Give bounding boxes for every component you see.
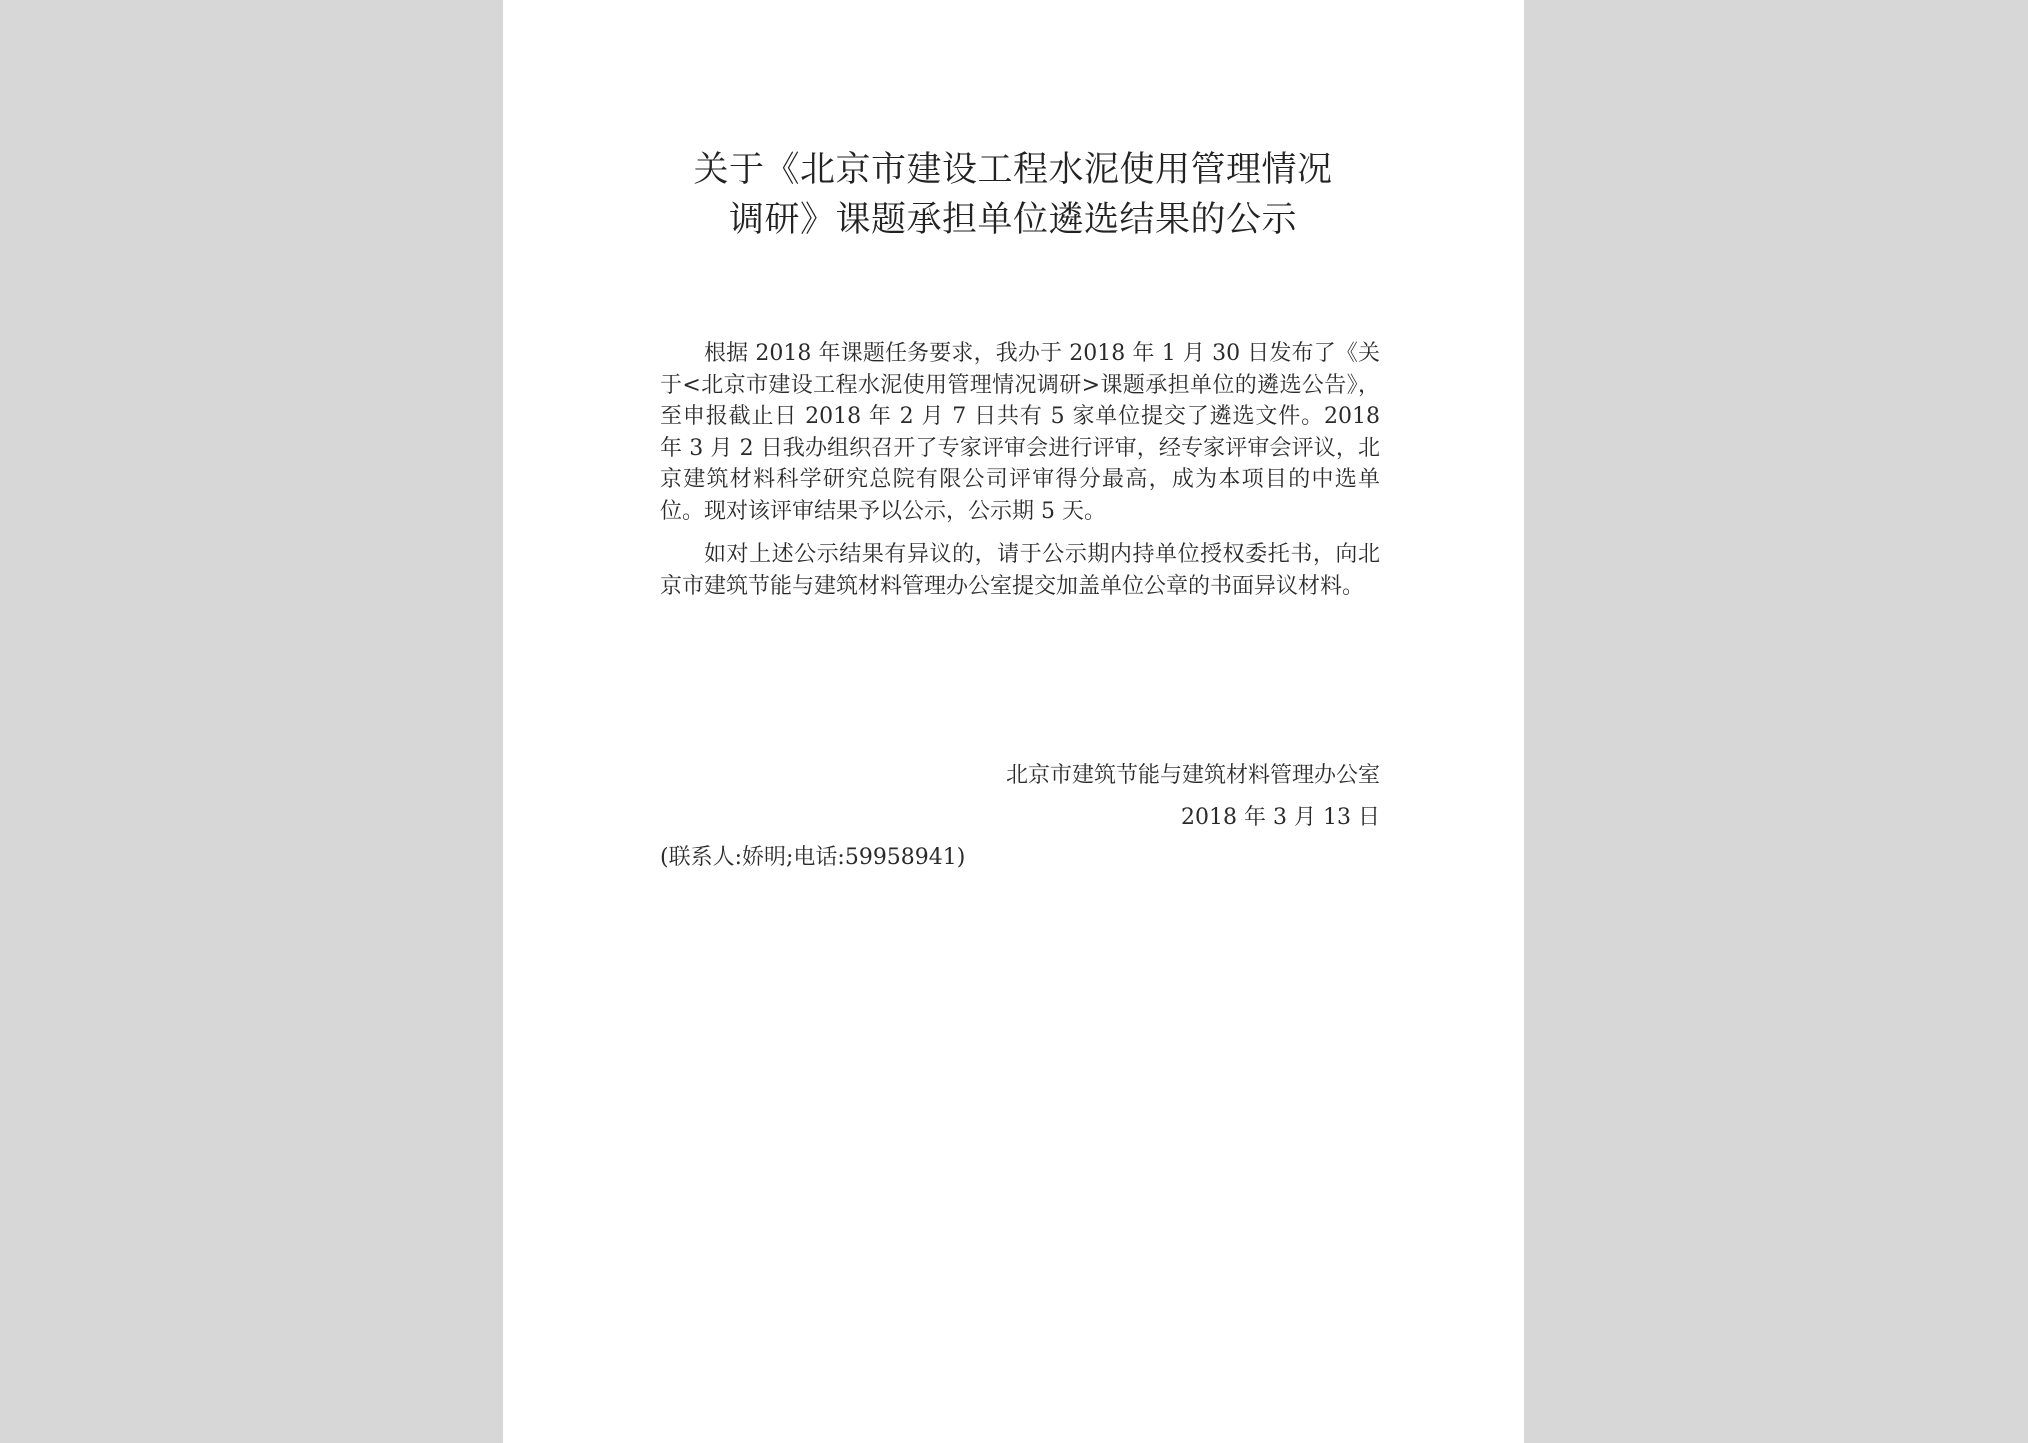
contact-info: (联系人:娇明;电话:59958941): [660, 845, 966, 870]
document-body: [660, 338, 1380, 614]
signature-date: 2018 年 3 月 13 日: [1181, 805, 1380, 830]
paragraph-objection: 如对上述公示结果有异议的，请于公示期内持单位授权委托书，向北京市建筑节能与建筑材料管理办公室提交加盖单位公章的书面异议材料。: [660, 542, 1380, 599]
document-title: [633, 145, 1393, 245]
title-line-1: 关于《北京市建设工程水泥使用管理情况: [693, 150, 1333, 190]
paragraph-main: 根据 2018 年课题任务要求，我办于 2018 年 1 月 30 日发布了《关于<北京市建设工程水泥使用管理情况调研>课题承担单位的遴选公告》，至申报截止日 2018 年 2 月 7 日共有 5 家单位提交了遴选文件。2018 年 3 月 2 日我办组织召开了专家评审会进行评审，经专家评审会评议，北京建筑材料科学研究总院有限公司评审得分最高，成为本项目的中选单位。现对该评审结果予以公示，公示期 5 天。: [660, 341, 1380, 524]
title-line-2: 调研》课题承担单位遴选结果的公示: [728, 200, 1297, 240]
document-page: [503, 0, 1524, 1443]
signature-org: 北京市建筑节能与建筑材料管理办公室: [1005, 763, 1380, 788]
